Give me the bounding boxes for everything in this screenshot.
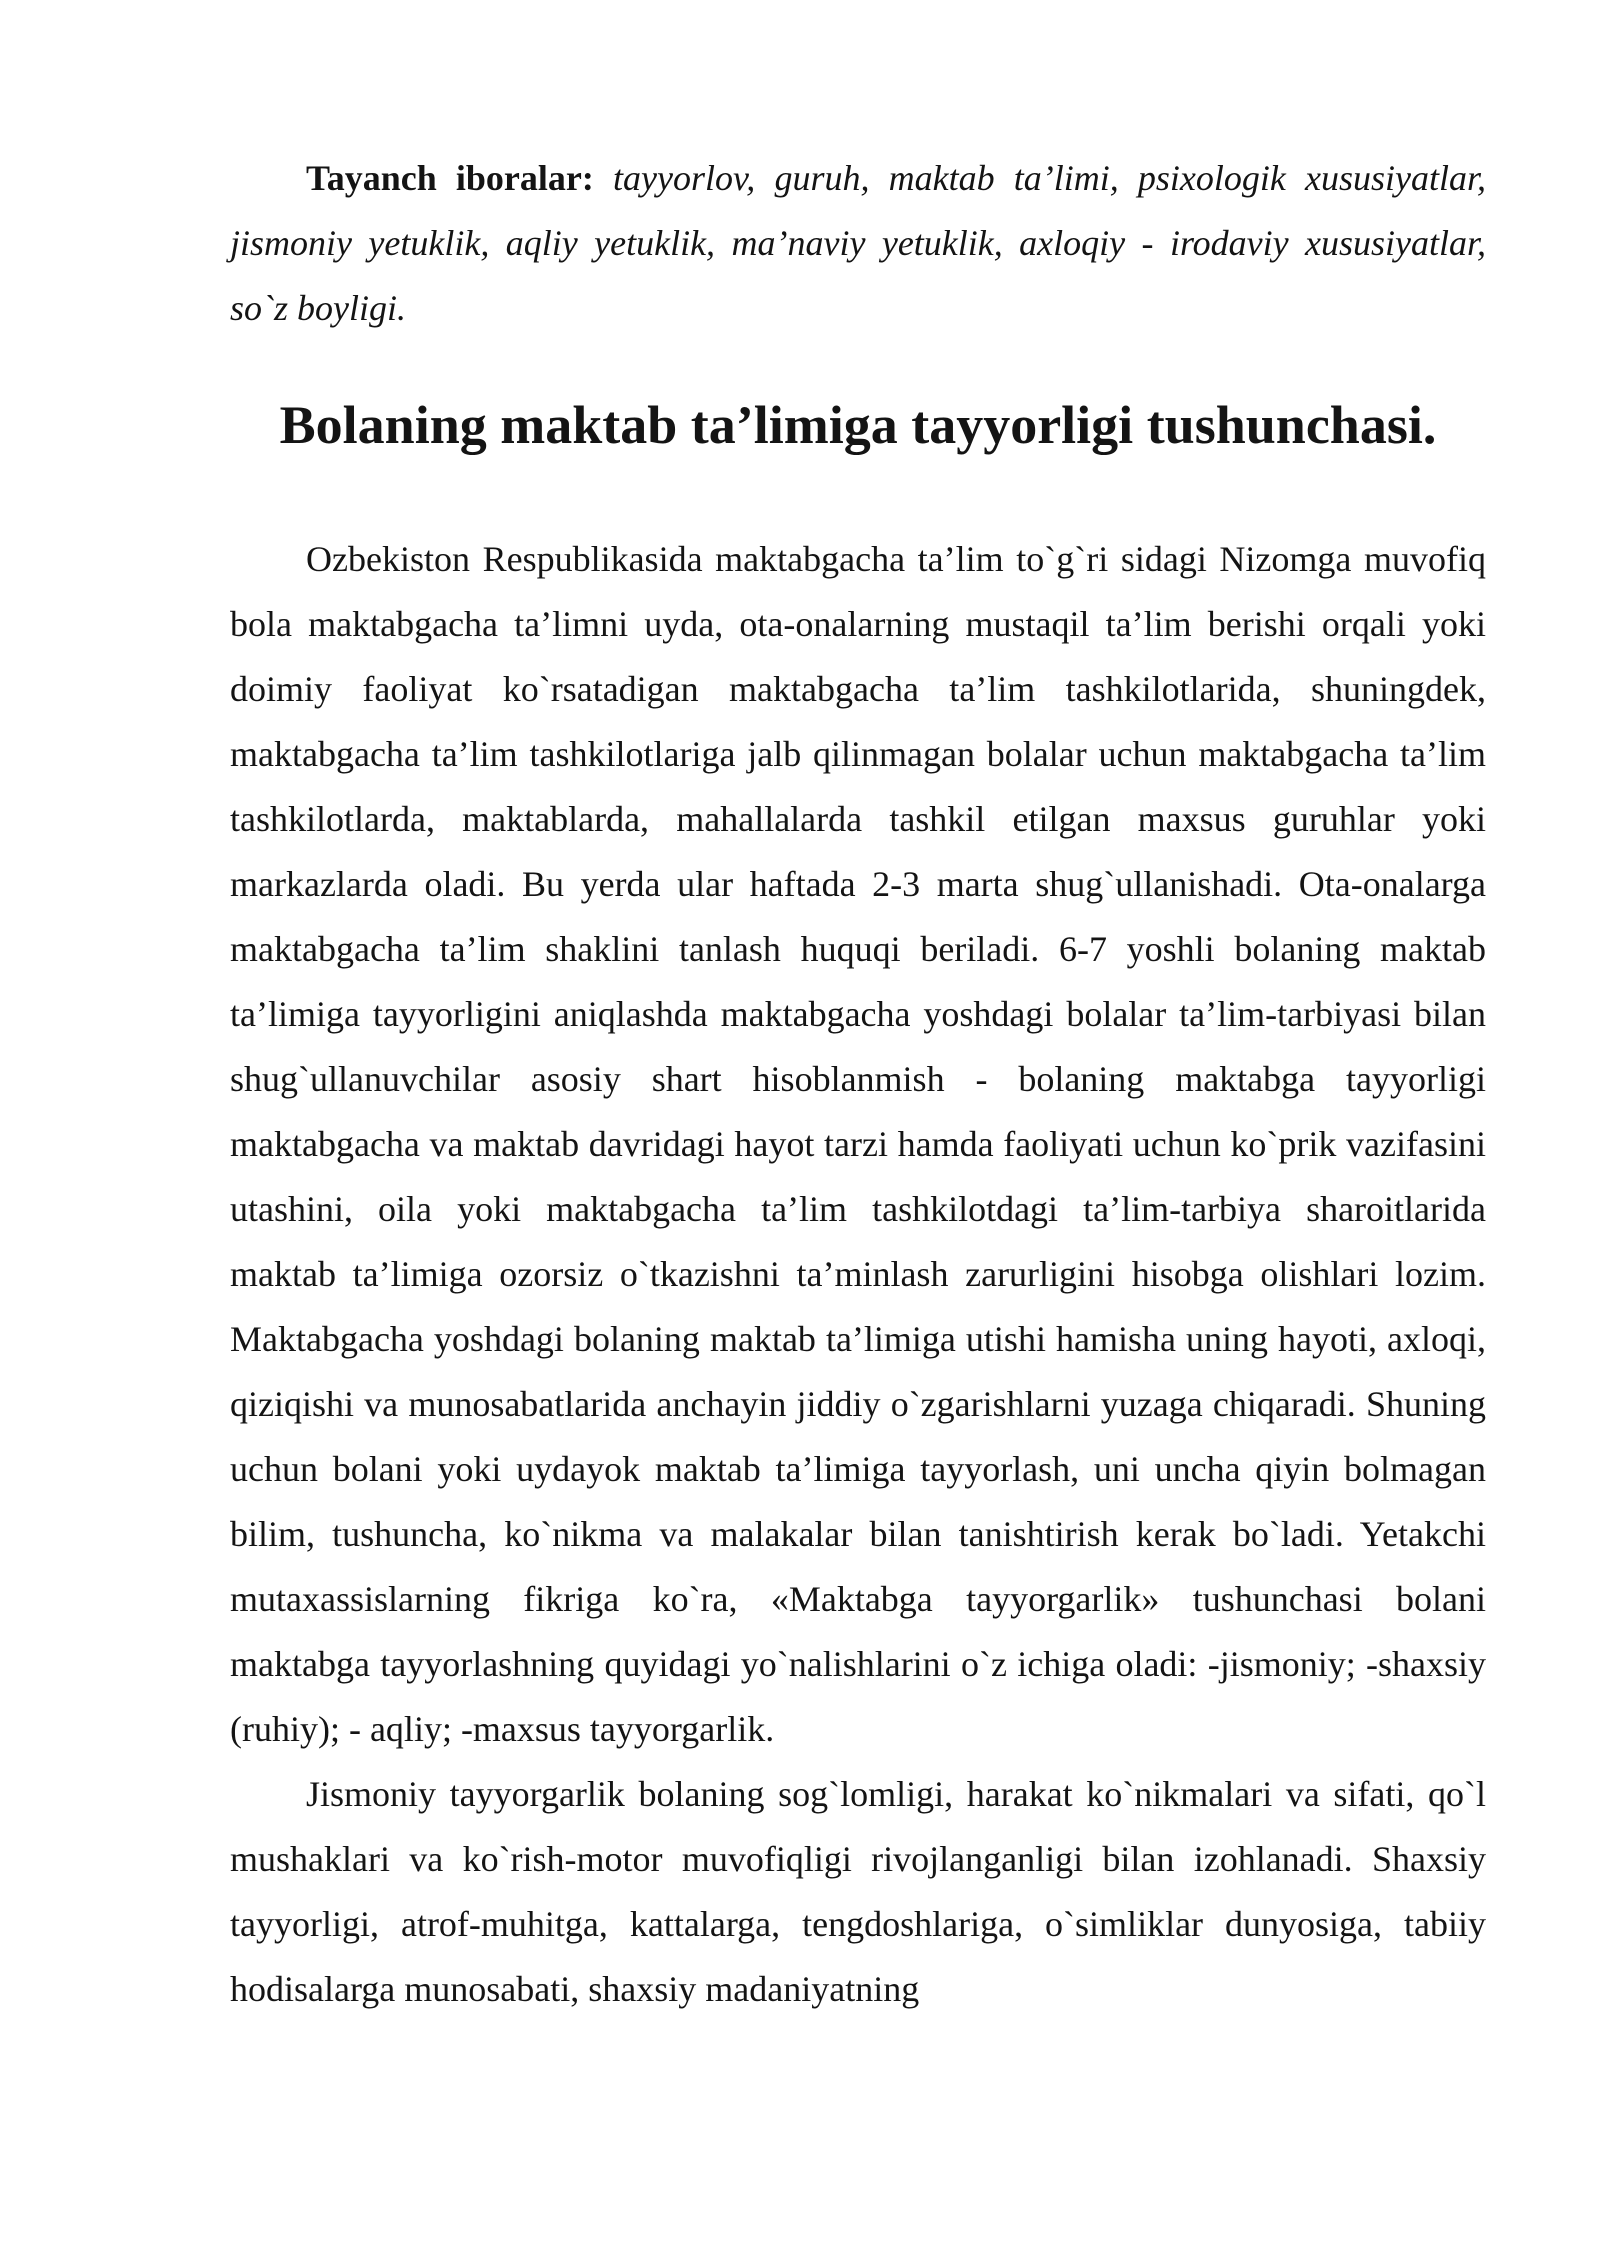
keywords-label: Tayanch iboralar: bbox=[306, 158, 594, 198]
section-title: Bolaning maktab ta’limiga tayyorligi tushunchasi. bbox=[279, 395, 1437, 455]
keywords-paragraph bbox=[230, 146, 1486, 341]
body-paragraph-1: Ozbekiston Respublikasida maktabgacha ta’lim to`g`ri sidagi Nizomga muvofiq bola maktabgacha ta’limni uyda, ota-onalarning mustaqil ta’lim berishi orqali yoki doimiy faoliyat ko`rsatadigan maktabgacha ta’lim tashkilotlarida, shuningdek, maktabgacha ta’lim tashkilotlariga jalb qilinmagan bolalar uchun maktabgacha ta’lim tashkilotlarda, maktablarda, mahallalarda tashkil etilgan maxsus guruhlar yoki markazlarda oladi. Bu yerda ular haftada 2-3 marta shug`ullanishadi. Ota-onalarga maktabgacha ta’lim shaklini tanlash huquqi beriladi. 6-7 yoshli bolaning maktab ta’limiga tayyorligini aniqlashda maktabgacha yoshdagi bolalar ta’lim-tarbiyasi bilan shug`ullanuvchilar asosiy shart hisoblanmish - bolaning maktabga tayyorligi maktabgacha va maktab davridagi hayot tarzi hamda faoliyati uchun ko`prik vazifasini utashini, oila yoki maktabgacha ta’lim tashkilotdagi ta’lim-tarbiya sharoitlarida maktab ta’limiga ozorsiz o`tkazishni ta’minlash zarurligini hisobga olishlari lozim. Maktabgacha yoshdagi bolaning maktab ta’limiga utishi hamisha uning hayoti, axloqi, qiziqishi va munosabatlarida anchayin jiddiy o`zgarishlarni yuzaga chiqaradi. Shuning uchun bolani yoki uydayok maktab ta’limiga tayyorlash, uni uncha qiyin bolmagan bilim, tushuncha, ko`nikma va malakalar bilan tanishtirish kerak bo`ladi. Yetakchi mutaxassislarning fikriga ko`ra, «Maktabga tayyorgarlik» tushunchasi bolani maktabga tayyorlashning quyidagi yo`nalishlarini o`z ichiga oladi: -jismoniy; -shaxsiy (ruhiy); - aqliy; -maxsus tayyorgarlik. bbox=[230, 539, 1486, 1749]
keywords-list: tayyorlov, guruh, maktab ta’limi, psixologik xususiyatlar, jismoniy yetuklik, aqliy yetuklik, ma’naviy yetuklik, axloqiy - irodaviy xususiyatlar, so`z boyligi. bbox=[230, 158, 1487, 328]
document-page bbox=[230, 146, 1486, 2022]
body-paragraph-2: Jismoniy tayyorgarlik bolaning sog`lomligi, harakat ko`nikmalari va sifati, qo`l mushaklari va ko`rish-motor muvofiqligi rivojlanganligi bilan izohlanadi. Shaxsiy tayyorligi, atrof-muhitga, kattalarga, tengdoshlariga, o`simliklar dunyosiga, tabiiy hodisalarga munosabati, shaxsiy madaniyatning bbox=[230, 1774, 1486, 2009]
